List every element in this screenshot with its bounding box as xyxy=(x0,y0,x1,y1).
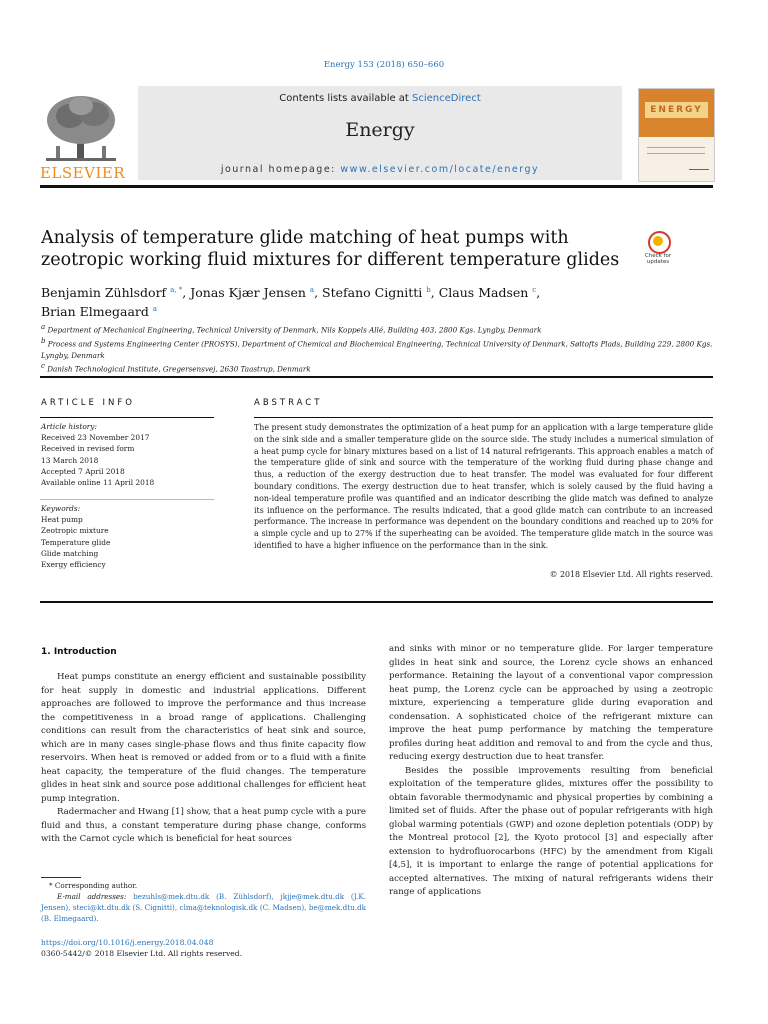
section-rule-bottom xyxy=(40,601,713,603)
email-addresses[interactable]: bezuhls@mek.dtu.dk (B. Zühlsdorf), jkjje@mek.dtu.dk (J.K. Jensen), steci@kt.dtu.dk (S. Cignitti), clma@teknologisk.dk (C. Madsen), be@mek.dtu.dk (B. Elmegaard). xyxy=(41,892,367,923)
footnote-rule xyxy=(41,877,81,878)
article-history: Article history: Received 23 November 2017 Received in revised form 13 March 2018 Accepted 7 April 2018 Available online 11 April 2018 xyxy=(41,422,155,488)
keyword: Exergy efficiency xyxy=(41,560,106,570)
sciencedirect-link[interactable]: ScienceDirect xyxy=(412,93,481,104)
article-title: Analysis of temperature glide matching of heat pumps with zeotropic working fluid mixtures for different temperature glides xyxy=(41,228,620,270)
author-list: Benjamin Zühlsdorf $^{a, *}$, Jonas Kjær Jensen $^a$, Stefano Cignitti $^b$, Claus Madsen $^c$, Brian Elmegaard $^a$ xyxy=(41,285,541,320)
issn-line: 0360-5442/© 2018 Elsevier Ltd. All rights reserved. xyxy=(41,949,243,958)
cover-title: ENERGY xyxy=(645,102,708,118)
keyword: Zeotropic mixture xyxy=(41,526,109,536)
contents-line: Contents lists available at ScienceDirect xyxy=(279,93,481,104)
journal-cover-thumbnail[interactable] xyxy=(638,88,715,182)
paragraph: and sinks with minor or no temperature glide. For larger temperature glides in heat sink and source, the Lorenz cycle shows an enhanced performance. Retaining the layout of a conventional vapor compression heat pump, the Lorenz cycle can be approached by using a zeotropic mixture, experiencing a temperature glide during evaporation and condensation. A sophisticated choice of the refrigerant mixture can improve the heat pump performance by matching the temperature profiles during heat addition and removal to and from the cycle and thus, reducing exergy destruction due to heat transfer. xyxy=(389,644,713,762)
affiliations xyxy=(41,322,721,375)
abstract-copyright: © 2018 Elsevier Ltd. All rights reserved. xyxy=(549,570,713,579)
header-rule xyxy=(40,185,713,188)
author-3[interactable]: Stefano Cignitti $^b$ xyxy=(322,285,431,301)
keyword: Temperature glide xyxy=(41,537,111,547)
paragraph: Radermacher and Hwang [1] show, that a heat pump cycle with a pure fluid and thus, a constant temperature during phase change, conforms with the Carnot cycle which is beneficial for heat sources xyxy=(41,807,366,844)
homepage-link[interactable]: www.elsevier.com/locate/energy xyxy=(340,164,540,175)
paragraph: Heat pumps constitute an energy efficient and sustainable possibility for heat supply in domestic and industrial applications. Different approaches are followed to improve the performance and thus increase the competitiveness in a broad range of applications. Challenging conditions can result from the characteristics of heat sink and source, which are in many cases single-phase flows and thus finite capacity flow reservoirs. When heat is removed or added from or to a fluid with a finite heat capacity, the temperature of the fluid changes. The temperature glides in heat sink and source pose additional challenges for efficient heat pump integration. xyxy=(41,672,366,804)
keywords: Keywords: Heat pump Zeotropic mixture Temperature glide Glide matching Exergy efficiency xyxy=(41,503,216,570)
paragraph: Besides the possible improvements resulting from beneficial exploitation of the temperature glides, mixtures offer the possibility to obtain favorable thermodynamic and physical properties by combining a limited set of fluids. After the phase out of popular refrigerants with high global warming potentials (GWP) and ozone depletion potentials (ODP) by the Montreal protocol [2], the Kyoto protocol [3] and especially after extension to hydrofluorocarbons (HFC) by the amendment from Kigali [4,5], it is important to enlarge the range of potential applications for accepted alternatives. The mixing of natural refrigerants widens their range of applications xyxy=(389,765,713,897)
keyword: Glide matching xyxy=(41,548,99,558)
footnotes: * Corresponding author. E-mail addresses: bezuhls@mek.dtu.dk (B. Zühlsdorf), jkjje@mek.dtu.dk (J.K. Jensen), steci@kt.dtu.dk (S. Cignitti), clma@teknologisk.dk (C. Madsen), be@mek.dtu.dk (B. Elmegaard). xyxy=(41,881,367,923)
section-rule xyxy=(40,376,713,378)
author-5[interactable]: Brian Elmegaard $^a$ xyxy=(41,304,158,320)
crossmark-label: Check for updates xyxy=(644,253,672,265)
abstract-text: The present study demonstrates the optimization of a heat pump for an application with a large temperature glide on the sink side and a smaller temperature glide on the source side. The study includes a numerical simulation of a heat pump cycle for binary mixtures based on a list of 14 natural refrigerants. This approach enables a match of the temperature glide of sink and source with the temperature of the working fluid during phase change and thus, a reduction of the exergy destruction due to heat transfer. The model was evaluated for four different boundary conditions. The exergy destruction due to heat transfer, which is solely caused by the fluid having a non-ideal temperature profile was quantified and an indicator describing the glide match was defined to analyze its influence on the performance. The results indicated, that a good glide match can contribute to an increased performance. The increase in performance was dependent on the boundary conditions and reached up to 20% for a simple cycle and up to 27% if the superheating can be avoided. The temperature glide match in the source was identified to have a higher influence on the performance than in the sink. xyxy=(254,423,713,550)
affiliation-a: $^a$ Department of Mechanical Engineering, Technical University of Denmark, Nils Koppels Allé, Building 403, 2800 Kgs. Lyngby, Denmark xyxy=(41,323,542,335)
author-1[interactable]: Benjamin Zühlsdorf $^{a, *}$ xyxy=(41,285,183,301)
affiliation-c: $^c$ Danish Technological Institute, Gregersensvej, 2630 Taastrup, Denmark xyxy=(41,362,311,374)
elsevier-wordmark: ELSEVIER xyxy=(40,164,126,182)
abstract-heading: ABSTRACT xyxy=(254,398,323,408)
author-2[interactable]: Jonas Kjær Jensen $^a$ xyxy=(190,285,315,301)
abstract-rule xyxy=(254,417,713,418)
article-info-rule xyxy=(40,417,214,418)
journal-homepage: journal homepage: www.elsevier.com/locate/energy xyxy=(220,164,540,175)
introduction-heading: 1. Introduction xyxy=(41,647,117,657)
keywords-rule xyxy=(40,499,214,500)
author-4[interactable]: Claus Madsen $^c$ xyxy=(438,285,537,301)
affiliation-b: $^b$ Process and Systems Engineering Center (PROSYS), Department of Chemical and Biochemical Engineering, Technical University of Denmark, Søltofts Plads, Building 229, 2800 Kgs. Lyngby, Denmark xyxy=(41,336,713,360)
journal-title: Energy xyxy=(345,119,415,141)
crossmark-badge[interactable] xyxy=(639,229,677,269)
keyword: Heat pump xyxy=(41,515,83,525)
article-info-heading: ARTICLE INFO xyxy=(41,398,135,408)
corresponding-author-note: * Corresponding author. xyxy=(49,881,138,890)
body-column-left xyxy=(41,671,366,847)
journal-citation[interactable]: Energy 153 (2018) 650–660 xyxy=(323,60,445,70)
doi-link[interactable]: https://doi.org/10.1016/j.energy.2018.04.048 xyxy=(41,938,214,947)
body-column-right xyxy=(389,643,713,900)
